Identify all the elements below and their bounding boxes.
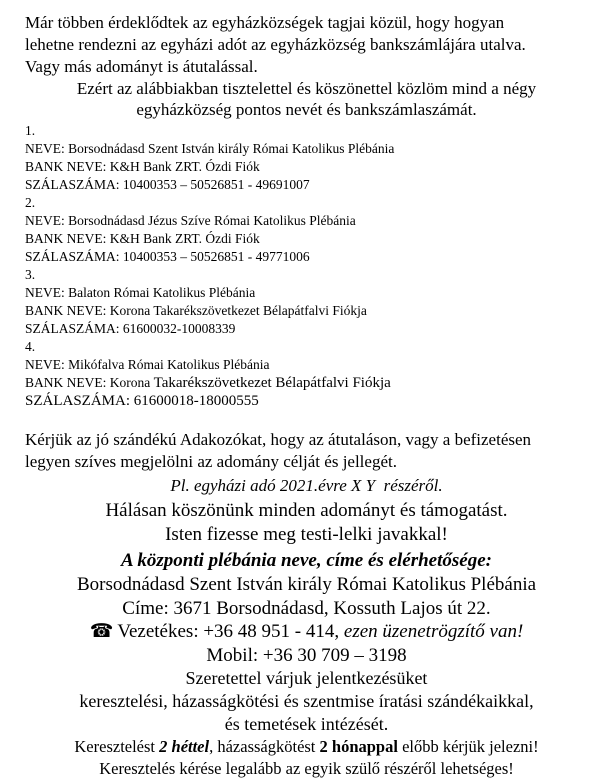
parish-bank: BANK NEVE: Korona Takarékszövetkezet Bélapátfalvi Fiókja (25, 303, 367, 318)
parish-bank (25, 374, 588, 392)
notice-emphasis-weeks: 2 héttel (159, 737, 210, 756)
donation-example: Pl. egyházi adó 2021.évre X Y részéről. (170, 476, 443, 495)
parish-bank: BANK NEVE: K&H Bank ZRT. Ózdi Fiók (25, 159, 260, 174)
notice-text: előbb kérjük jelezni! (397, 737, 539, 756)
parish-entry-1 (25, 122, 588, 194)
parish-number: 1. (25, 123, 36, 138)
phone-icon: ☎ (89, 621, 114, 642)
announcement-paragraph (25, 78, 588, 120)
parish-account: SZÁLASZÁMA: 10400353 – 50526851 - 49771006 (25, 249, 310, 264)
landline-number: Vezetékes: +36 48 951 - 414, (117, 621, 344, 642)
thanks-block (25, 499, 588, 547)
notice-line (25, 736, 588, 758)
donation-line: legyen szíves megjelölni az adomány célját és jellegét. (25, 452, 397, 471)
closing-line: Szeretettel várjuk jelentkezésüket (185, 668, 428, 688)
parish-number: 4. (25, 339, 36, 354)
contact-heading: A központi plébánia neve, címe és elérhetősége: (121, 550, 492, 571)
parish-account: SZÁLASZÁMA: 10400353 – 50526851 - 49691007 (25, 177, 310, 192)
contact-block (25, 573, 588, 667)
contact-address: Címe: 3671 Borsodnádasd, Kossuth Lajos út 22. (122, 597, 491, 619)
intro-line: Már többen érdeklődtek az egyházközségek tagjai közül, hogy hogyan (25, 13, 505, 32)
closing-block (25, 667, 588, 736)
parish-bank-main: Takarékszövetkezet Bélapátfalvi Fiókja (153, 375, 391, 391)
parish-number: 3. (25, 267, 36, 282)
contact-mobile: Mobil: +36 30 709 – 3198 (206, 644, 407, 666)
parish-account: SZÁLASZÁMA: 61600018-18000555 (25, 393, 259, 409)
closing-line: keresztelési, házasságkötési és szentmise íratási szándékaikkal, (79, 691, 534, 711)
closing-line: és temetések intézését. (224, 714, 389, 734)
parish-name: NEVE: Borsodnádasd Szent István király Római Katolikus Plébánia (25, 141, 395, 156)
parish-bank: BANK NEVE: K&H Bank ZRT. Ózdi Fiók (25, 231, 260, 246)
announcement-line: Ezért az alábbiakban tisztelettel és köszönettel közlöm mind a négy (76, 79, 537, 98)
parish-entry-2 (25, 194, 588, 266)
donation-line: Kérjük az jó szándékú Adakozókat, hogy az átutaláson, vagy a befizetésen (25, 430, 532, 449)
parish-bank-prefix: BANK NEVE: Korona (25, 375, 154, 390)
contact-landline (25, 620, 588, 644)
notice-text: , házasságkötést (209, 737, 320, 756)
notice-emphasis-months: 2 hónappal (319, 737, 398, 756)
parish-name: NEVE: Borsodnádasd Jézus Szíve Római Katolikus Plébánia (25, 213, 356, 228)
intro-paragraph (25, 12, 588, 78)
parish-account: SZÁLASZÁMA: 61600032-10008339 (25, 321, 236, 336)
parish-number: 2. (25, 195, 36, 210)
parish-name: NEVE: Mikófalva Római Katolikus Plébánia (25, 357, 270, 372)
parish-list (25, 122, 588, 411)
landline-note: ezen üzenetrögzítő van! (343, 621, 524, 642)
notice-text: Keresztelést (74, 737, 160, 756)
parish-entry-3 (25, 266, 588, 338)
intro-line: Vagy más adományt is átutalással. (25, 57, 258, 76)
thanks-line: Hálásan köszönünk minden adományt és támogatást. (105, 500, 508, 521)
intro-line: lehetne rendezni az egyházi adót az egyházközség bankszámlájára utalva. (25, 35, 526, 54)
parish-entry-4 (25, 338, 588, 411)
final-line: Keresztelés kérése legalább az egyik szülő részéről lehetséges! (99, 759, 514, 778)
donation-paragraph (25, 429, 588, 473)
announcement-line: egyházközség pontos nevét és bankszámlaszámát. (136, 100, 477, 119)
thanks-line: Isten fizesse meg testi-lelki javakkal! (165, 524, 448, 545)
parish-name: NEVE: Balaton Római Katolikus Plébánia (25, 285, 256, 300)
contact-parish-name: Borsodnádasd Szent István király Római Katolikus Plébánia (76, 574, 537, 595)
